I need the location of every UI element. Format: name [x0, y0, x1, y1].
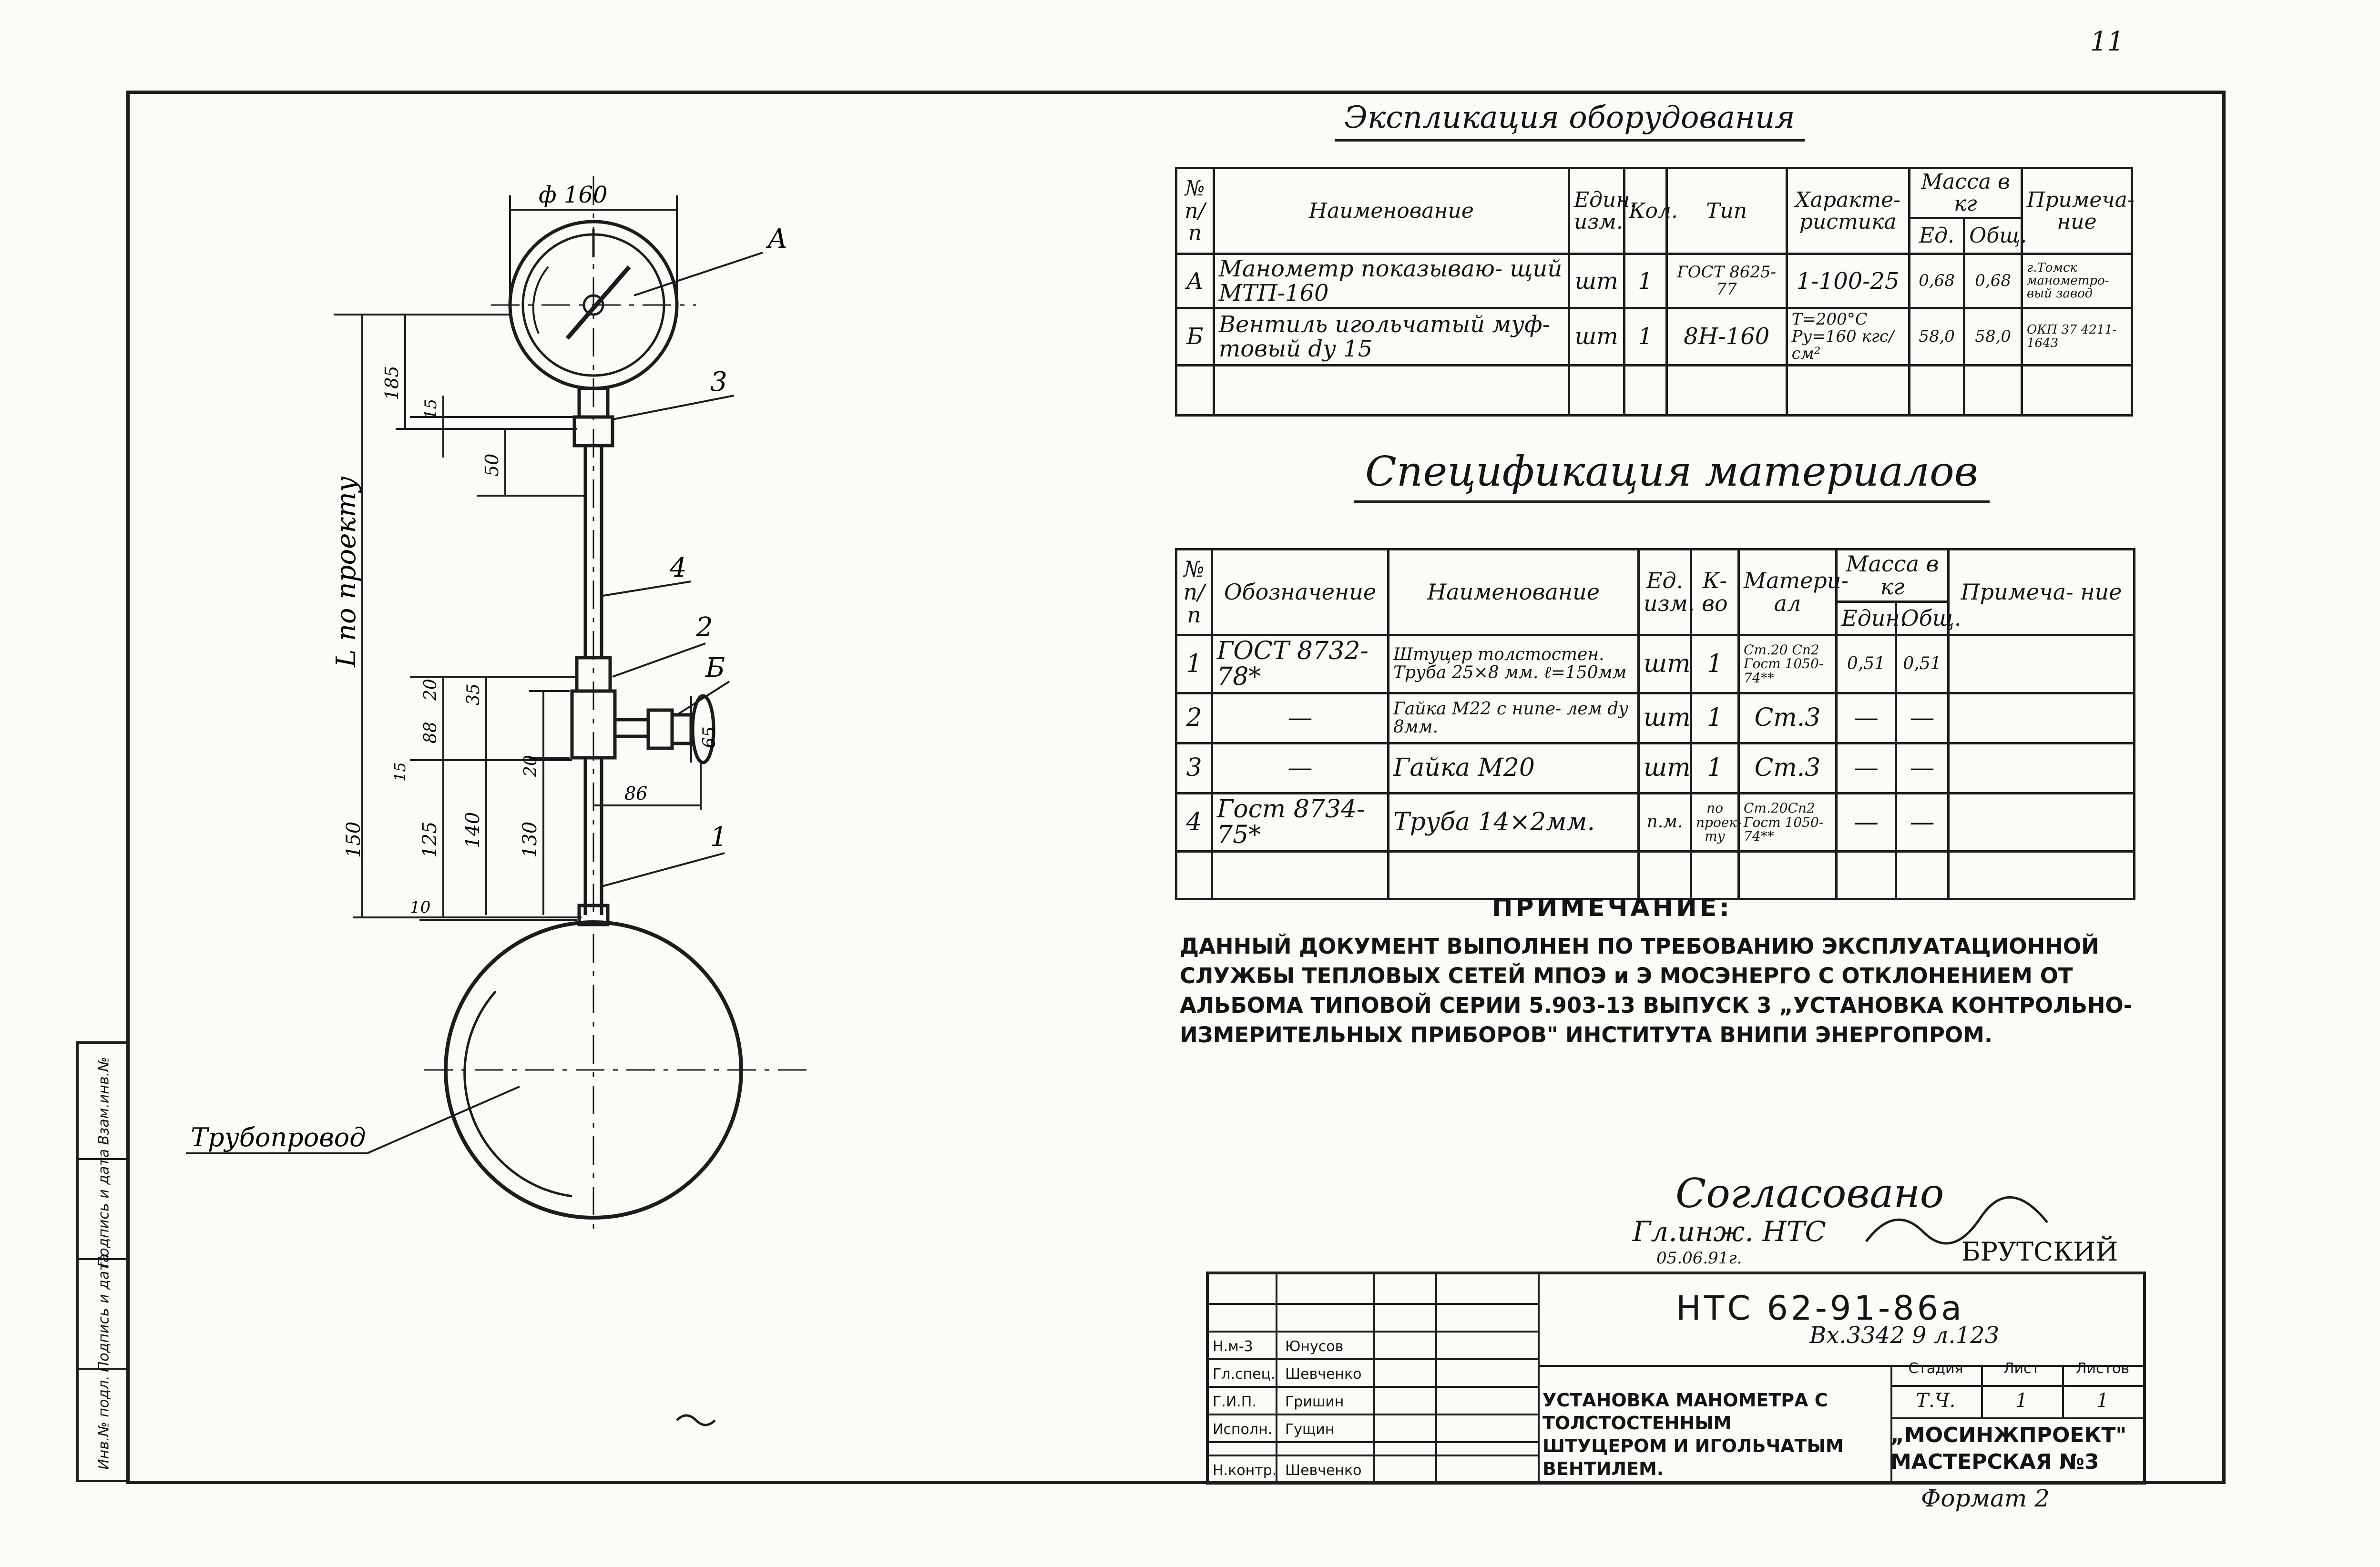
- dim-50: 50: [481, 453, 502, 477]
- equipment-title: Экспликация оборудования: [1335, 100, 1805, 142]
- eq-header-type: Тип: [1666, 168, 1787, 254]
- eq-header-note: Примеча- ние: [2022, 168, 2132, 254]
- approval-line1: Согласовано: [1675, 1170, 1944, 1217]
- stage-label: Стадия: [1908, 1360, 1963, 1377]
- dim-88: 88: [421, 722, 440, 743]
- document-code-2: Вх.3342 9 л.123: [1809, 1322, 2000, 1349]
- side-cell: Инв.№ подл.: [95, 1375, 112, 1470]
- dim-15b: 15: [391, 762, 409, 782]
- dim-20a: 20: [421, 679, 440, 701]
- mat-header-material: Матери- ал: [1739, 549, 1837, 635]
- table-row: [1176, 366, 2132, 416]
- table-row: 2 — Гайка М22 с нипе- лем dу 8мм. шт 1 Ст.3 — —: [1176, 693, 2135, 743]
- dim-65: 65: [700, 726, 719, 748]
- materials-title: Спецификация материалов: [1354, 448, 1990, 503]
- callout-4: 4: [670, 552, 687, 583]
- mat-header-mass: Масса в кг: [1837, 549, 1949, 602]
- dim-35: 35: [464, 683, 483, 705]
- callout-2: 2: [696, 612, 713, 643]
- eq-header-no: № п/п: [1176, 168, 1214, 254]
- mat-header-name: Наименование: [1389, 549, 1639, 635]
- document-code: НТС 62-91-86а: [1676, 1289, 1965, 1328]
- side-cell: Подпись и дата: [79, 1258, 129, 1370]
- dim-140: 140: [462, 812, 484, 848]
- dim-86: 86: [624, 783, 648, 804]
- sheet-label: Лист: [2003, 1360, 2040, 1377]
- approval-block: [1618, 1170, 2143, 1270]
- table-row: [1176, 851, 2135, 899]
- dim-185: 185: [381, 366, 402, 400]
- table-row: Б Вентиль игольчатый муф- товый dу 15 шт 1 8Н-160 Т=200°С Ру=160 кгс/см² 58,0 58,0 ОКП 37 4211-1643: [1176, 308, 2132, 366]
- callout-a: А: [767, 224, 788, 254]
- materials-table: [1175, 548, 2135, 900]
- dim-20b: 20: [521, 755, 541, 777]
- eq-header-qty: Кол.: [1624, 168, 1666, 254]
- equipment-table: [1175, 167, 2133, 417]
- eq-header-unit: Един. изм.: [1569, 168, 1624, 254]
- eq-header-spec: Характе- ристика: [1787, 168, 1909, 254]
- dim-diameter: ф 160: [539, 182, 608, 208]
- note-text: ДАННЫЙ ДОКУМЕНТ ВЫПОЛНЕН ПО ТРЕБОВАНИЮ ЭКСПЛУАТАЦИОННОЙ СЛУЖБЫ ТЕПЛОВЫХ СЕТЕЙ МПОЭ и Э МОСЭНЕРГО С ОТКЛОНЕНИЕМ ОТ АЛЬБОМА ТИПОВОЙ СЕРИИ 5.903-13 ВЫПУСК 3 „УСТАНОВКА КОНТРОЛЬНО-ИЗМЕРИТЕЛЬНЫХ ПРИБОРОВ" ИНСТИТУТА ВНИПИ ЭНЕРГОПРОМ.: [1180, 934, 2133, 1048]
- eq-header-mass-unit: Ед.: [1909, 218, 1964, 254]
- dim-10: 10: [410, 898, 431, 917]
- approval-line2: Гл.инж. НТС: [1633, 1215, 1826, 1248]
- title-block: Н.м-3 Юнусов Гл.спец. Шевченко Г.И.П. Гришин Исполн. Гущин Н.контр. Шевченко НТС 62-91-86а Вх.3342 9 л.123 УСТАНОВКА МАНОМЕТРА С ТОЛСТОСТЕННЫМ ШТУЦЕРОМ И ИГОЛЬЧАТЫМ ВЕНТИЛЕМ. Стадия Лист Листов Т.Ч. 1 1 „МОСИНЖПРОЕКТ" МАСТЕРСКАЯ №3: [1206, 1272, 2146, 1485]
- mat-header-note: Примеча- ние: [1949, 549, 2135, 635]
- table-row: А Манометр показываю- щий МТП-160 шт 1 ГОСТ 8625-77 1-100-25 0,68 0,68 г.Томск манометро- вый завод: [1176, 254, 2132, 308]
- table-row: 3 — Гайка М20 шт 1 Ст.3 — —: [1176, 743, 2135, 793]
- sheets-label: Листов: [2075, 1360, 2130, 1377]
- format-label: Формат 2: [1921, 1485, 2050, 1512]
- table-row: 4 Гост 8734-75* Труба 14×2мм. п.м. по проек- ту Ст.20Сп2 Гост 1050-74** — —: [1176, 793, 2135, 851]
- mat-header-qty: К-во: [1691, 549, 1739, 635]
- dim-150: 150: [343, 821, 365, 858]
- organization: „МОСИНЖПРОЕКТ" МАСТЕРСКАЯ №3: [1890, 1423, 2127, 1474]
- dim-15: 15: [421, 398, 440, 419]
- approval-date: 05.06.91г.: [1656, 1249, 1742, 1268]
- side-cell: Взам.инв.№: [79, 1044, 129, 1160]
- dim-130: 130: [519, 821, 541, 858]
- dim-length: L по проекту: [331, 476, 362, 667]
- pipeline-label: Трубопровод: [191, 1122, 366, 1152]
- callout-b: Б: [705, 652, 725, 683]
- mat-header-mass-unit: Един.: [1837, 601, 1896, 635]
- stage-value: Т.Ч.: [1916, 1390, 1956, 1412]
- callout-1: 1: [710, 822, 727, 853]
- side-cell: Подпись и дата: [79, 1158, 129, 1260]
- sheets-value: 1: [2096, 1390, 2109, 1412]
- mat-header-mass-total: Общ.: [1896, 601, 1949, 635]
- dim-125: 125: [419, 821, 441, 858]
- document-title: УСТАНОВКА МАНОМЕТРА С ТОЛСТОСТЕННЫМ ШТУЦЕРОМ И ИГОЛЬЧАТЫМ ВЕНТИЛЕМ.: [1542, 1390, 1844, 1479]
- mat-header-no: № п/п: [1176, 549, 1212, 635]
- sheet-number: 11: [2090, 26, 2125, 57]
- sheet-value: 1: [2015, 1390, 2028, 1412]
- eq-header-mass: Масса в кг: [1909, 168, 2022, 218]
- table-row: 1 ГОСТ 8732-78* Штуцер толстостен. Труба 25×8 мм. ℓ=150мм шт 1 Ст.20 Сп2 Гост 1050-74** 0,51 0,51: [1176, 635, 2135, 693]
- eq-header-name: Наименование: [1214, 168, 1569, 254]
- mat-header-code: Обозначение: [1212, 549, 1389, 635]
- note-heading: ПРИМЕЧАНИЕ:: [1492, 894, 1733, 922]
- callout-3: 3: [710, 366, 727, 397]
- mat-header-unit: Ед. изм.: [1639, 549, 1691, 635]
- eq-header-mass-total: Общ.: [1964, 218, 2022, 254]
- approval-name: БРУТСКИЙ: [1961, 1237, 2118, 1267]
